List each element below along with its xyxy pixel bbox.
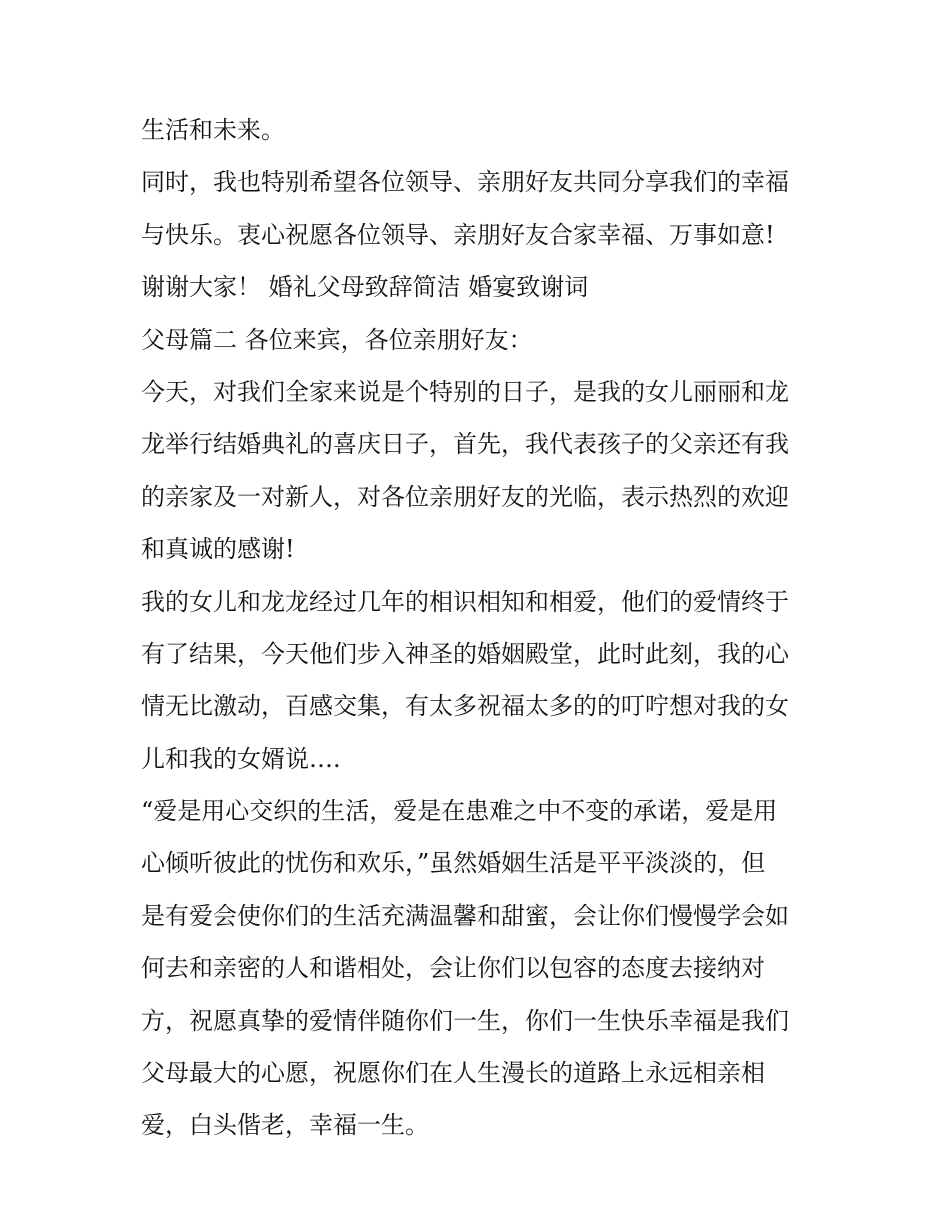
- text-line: 儿和我的女婿说….: [141, 744, 341, 773]
- text-line: “爱是用心交织的生活，爱是在患难之中不变的承诺，爱是用: [141, 797, 778, 826]
- text-line: 是有爱会使你们的生活充满温馨和甜蜜，会让你们慢慢学会如: [141, 901, 789, 930]
- text-line: 何去和亲密的人和谐相处，会让你们以包容的态度去接纳对: [141, 954, 765, 983]
- text-line: 同时，我也特别希望各位领导、亲朋好友共同分享我们的幸福: [141, 168, 789, 197]
- text-line: 谢谢大家！ 婚礼父母致辞简洁 婚宴致谢词: [141, 273, 589, 302]
- text-line: 爱，白头偕老，幸福一生。: [141, 1111, 429, 1140]
- text-line: 的亲家及一对新人，对各位亲朋好友的光临，表示热烈的欢迎: [141, 482, 789, 511]
- text-line: 有了结果，今天他们步入神圣的婚姻殿堂，此时此刻，我的心: [141, 639, 789, 668]
- text-line: 父母最大的心愿，祝愿你们在人生漫长的道路上永远相亲相: [141, 1059, 765, 1088]
- text-line: 与快乐。衷心祝愿各位领导、亲朋好友合家幸福、万事如意!: [141, 220, 775, 249]
- text-line: 父母篇二 各位来宾，各位亲朋好友：: [141, 325, 533, 354]
- text-line: 方，祝愿真挚的爱情伴随你们一生，你们一生快乐幸福是我们: [141, 1006, 789, 1035]
- text-line: 生活和未来。: [141, 116, 285, 144]
- text-line: 我的女儿和龙龙经过几年的相识相知和相爱，他们的爱情终于: [141, 587, 789, 616]
- text-line: 龙举行结婚典礼的喜庆日子，首先，我代表孩子的父亲还有我: [141, 430, 789, 459]
- text-line: 情无比激动，百感交集，有太多祝福太多的的叮咛想对我的女: [141, 692, 789, 721]
- text-line: 今天，对我们全家来说是个特别的日子，是我的女儿丽丽和龙: [141, 377, 789, 406]
- body-text: [141, 104, 821, 1152]
- text-line: 心倾听彼此的忧伤和欢乐，”虽然婚姻生活是平平淡淡的，但: [141, 849, 766, 878]
- text-line: 和真诚的感谢!: [141, 535, 295, 564]
